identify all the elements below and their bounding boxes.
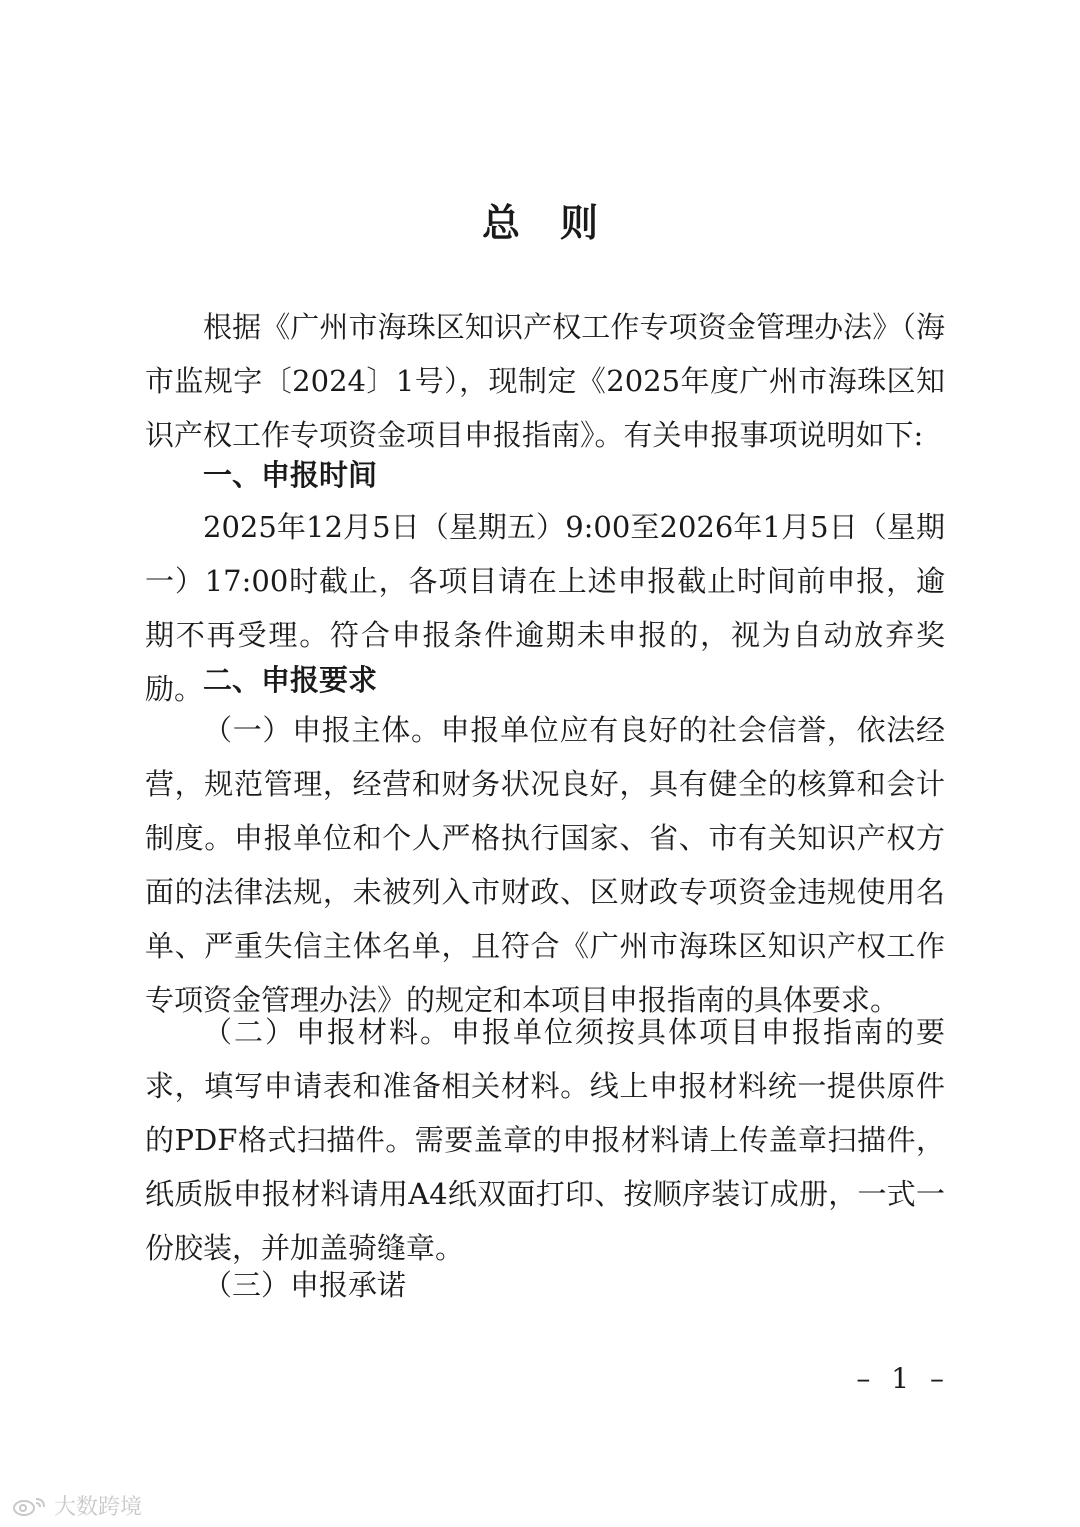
watermark: [12, 1490, 142, 1521]
section-heading-time: 一、申报时间: [203, 458, 378, 492]
requirement-materials-paragraph: （二）申报材料。申报单位须按具体项目申报指南的要求，填写申请表和准备相关材料。线上申报材料统一提供原件的PDF格式扫描件。需要盖章的申报材料请上传盖章扫描件，纸质版申报材料请用A4纸双面打印、按顺序装订成册，一式一份胶装，并加盖骑缝章。: [145, 1015, 945, 1265]
requirement-commitment-heading: （三）申报承诺: [203, 1268, 407, 1302]
watermark-text: 大数跨境: [54, 1495, 143, 1520]
time-paragraph: 2025年12月5日（星期五）9:00至2026年1月5日（星期一）17:00时截止，各项目请在上述申报截止时间前申报，逾期不再受理。符合申报条件逾期未申报的，视为自动放弃奖励。: [145, 510, 945, 706]
page-title: 总则: [481, 201, 638, 245]
section-heading-requirements: 二、申报要求: [203, 663, 378, 697]
intro-paragraph: 根据《广州市海珠区知识产权工作专项资金管理办法》（海市监规字〔2024〕1号），现制定《2025年度广州市海珠区知识产权工作专项资金项目申报指南》。有关申报事项说明如下:: [145, 310, 945, 452]
page-number: – 1 –: [856, 1362, 950, 1395]
weibo-logo-icon: [12, 1495, 48, 1517]
requirement-subject-paragraph: （一）申报主体。申报单位应有良好的社会信誉，依法经营，规范管理，经营和财务状况良好，具有健全的核算和会计制度。申报单位和个人严格执行国家、省、市有关知识产权方面的法律法规，未被列入市财政、区财政专项资金违规使用名单、严重失信主体名单，且符合《广州市海珠区知识产权工作专项资金管理办法》的规定和本项目申报指南的具体要求。: [145, 713, 945, 1017]
